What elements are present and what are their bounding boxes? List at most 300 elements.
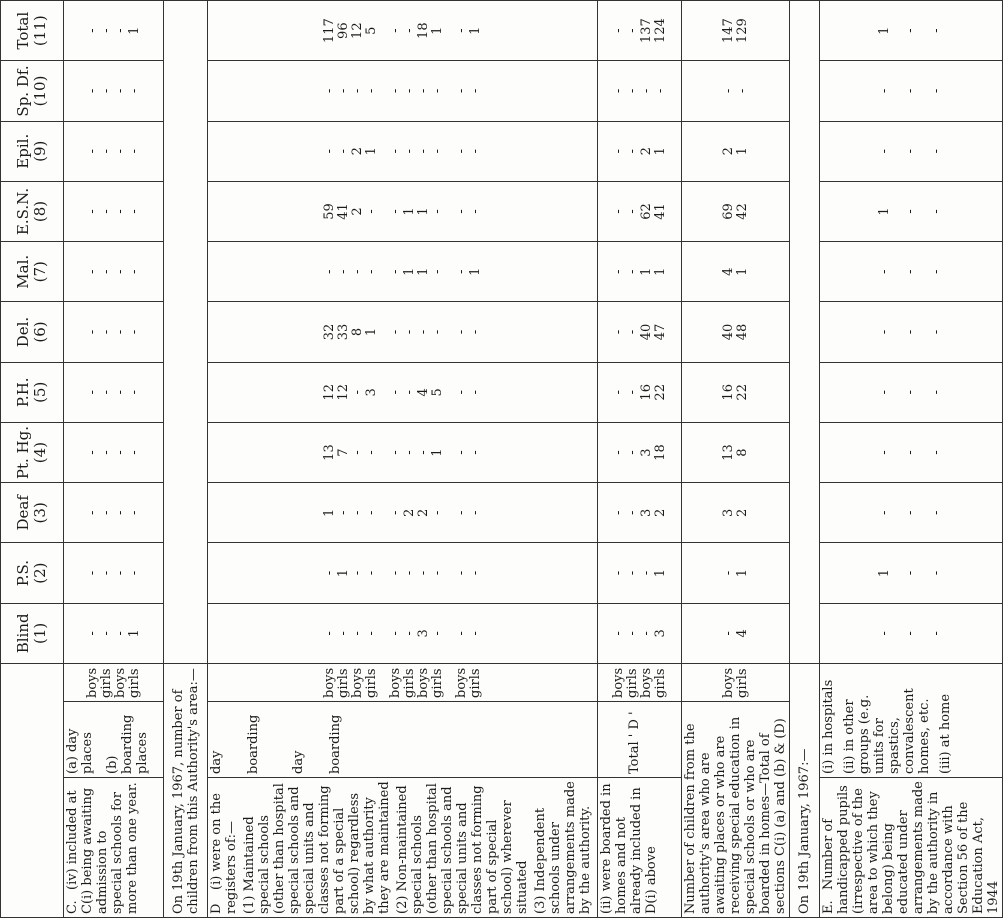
value-cell: -: [903, 209, 918, 214]
c-cell: [64, 302, 164, 362]
e-cell: [820, 242, 1003, 302]
n-cell: [682, 603, 790, 663]
value-cell: -: [349, 269, 365, 274]
value-cell: 59: [321, 203, 337, 220]
value-cell: -: [624, 209, 640, 214]
value-cell: -: [349, 510, 365, 516]
value-cell: -: [903, 631, 918, 636]
value-cell: 33: [335, 323, 351, 341]
value-cell: -: [335, 631, 351, 636]
value-cell: 13: [720, 444, 736, 461]
value-cell: -: [321, 570, 337, 576]
value-cell: -: [903, 329, 918, 335]
value-cell: -: [84, 269, 100, 274]
section-number-sexes: boys girls: [682, 663, 790, 701]
section-e-subs: (i) in hospitals (ii) in other groups (e.g. units for spastics, convalescent homes, etc. (iii) at home: [820, 663, 1003, 777]
value-cell: -: [98, 88, 114, 94]
value-cell: 1: [638, 267, 654, 276]
c-cell: [64, 603, 164, 663]
value-cell: 62: [638, 203, 654, 220]
value-cell: -: [387, 570, 403, 576]
value-cell: -: [467, 209, 483, 214]
value-cell: -: [112, 329, 128, 335]
value-cell: 2: [349, 147, 365, 156]
value-cell: 3: [415, 629, 431, 638]
e-cell: [820, 181, 1003, 241]
d-cell: [208, 242, 598, 302]
value-cell: -: [387, 450, 403, 455]
value-cell: -: [415, 149, 431, 154]
value-cell: -: [453, 570, 469, 576]
value-cell: -: [929, 28, 944, 33]
value-cell: 1: [734, 147, 750, 156]
section-number-row: [682, 1, 790, 918]
value-cell: 1: [734, 568, 750, 578]
value-cell: 1: [652, 147, 668, 156]
n-cell: [682, 181, 790, 241]
d2-cell: [598, 543, 682, 603]
value-cell: -: [401, 329, 417, 335]
value-cell: 16: [638, 384, 654, 401]
d-cell: [208, 603, 598, 663]
d2-cell: [598, 302, 682, 362]
value-cell: -: [624, 510, 640, 516]
value-cell: -: [126, 329, 142, 335]
value-cell: -: [720, 570, 736, 576]
d-cell: [208, 543, 598, 603]
value-cell: 2: [415, 508, 431, 517]
value-cell: 12: [349, 22, 365, 39]
value-cell: -: [335, 510, 351, 516]
d2-cell: [598, 1, 682, 61]
d2-cell: [598, 362, 682, 422]
section-d2-row: [598, 1, 682, 918]
d2-cell: [598, 483, 682, 543]
col-header-7: Mal. (7): [1, 242, 64, 302]
value-cell: -: [126, 149, 142, 154]
col-header-6: Del. (6): [1, 302, 64, 362]
header-row: [1, 1, 64, 918]
value-cell: -: [638, 88, 654, 94]
value-cell: -: [652, 88, 668, 94]
value-cell: -: [84, 28, 100, 33]
value-cell: -: [877, 631, 892, 636]
section-c-label: C.(iv) included at C(i) being awaiting admission to special schools for more than one year.: [64, 778, 164, 918]
d2-cell: [598, 121, 682, 181]
value-cell: -: [453, 149, 469, 154]
value-cell: -: [401, 450, 417, 455]
col-header-5: P.H. (5): [1, 362, 64, 422]
value-cell: -: [610, 570, 626, 576]
value-cell: -: [112, 209, 128, 214]
value-cell: -: [363, 510, 379, 516]
value-cell: -: [112, 390, 128, 395]
n-cell: [682, 61, 790, 121]
section-d2-sexes: boys girls boys girls: [598, 663, 682, 701]
value-cell: 3: [638, 508, 654, 517]
value-cell: 1: [321, 508, 337, 517]
value-cell: -: [126, 269, 142, 274]
section-d-intro-row: [164, 1, 208, 918]
e-cell: [820, 603, 1003, 663]
value-cell: -: [429, 510, 445, 516]
value-cell: 42: [734, 203, 750, 220]
value-cell: -: [453, 450, 469, 455]
value-cell: -: [84, 329, 100, 335]
value-cell: 4: [720, 267, 736, 276]
value-cell: -: [929, 209, 944, 214]
col-header-4: Pt. Hg. (4): [1, 422, 64, 482]
value-cell: 1: [401, 207, 417, 216]
c-cell: [64, 61, 164, 121]
value-cell: 117: [321, 18, 337, 44]
value-cell: 1: [429, 26, 445, 35]
value-cell: -: [98, 450, 114, 455]
value-cell: -: [387, 28, 403, 33]
value-cell: 1: [877, 26, 892, 35]
value-cell: -: [624, 450, 640, 455]
value-cell: 3: [720, 508, 736, 517]
value-cell: -: [638, 570, 654, 576]
d-cell: [208, 1, 598, 61]
value-cell: -: [877, 450, 892, 455]
value-cell: -: [84, 631, 100, 636]
value-cell: -: [453, 510, 469, 516]
n-cell: [682, 543, 790, 603]
value-cell: 1: [126, 26, 142, 35]
value-cell: 4: [734, 629, 750, 638]
n-cell: [682, 1, 790, 61]
value-cell: -: [401, 149, 417, 154]
section-d-subs: day boarding day boarding: [208, 702, 598, 778]
value-cell: -: [429, 570, 445, 576]
value-cell: 5: [429, 388, 445, 397]
value-cell: -: [929, 88, 944, 94]
col-header-11: Total (11): [1, 1, 64, 61]
value-cell: 41: [652, 203, 668, 220]
value-cell: -: [903, 149, 918, 154]
value-cell: -: [877, 390, 892, 395]
value-cell: -: [387, 390, 403, 395]
value-cell: -: [903, 390, 918, 395]
value-cell: -: [126, 88, 142, 94]
value-cell: -: [98, 209, 114, 214]
section-c-sexes: boys girls boys girls: [64, 663, 164, 701]
value-cell: -: [349, 88, 365, 94]
value-cell: -: [610, 390, 626, 395]
value-cell: -: [624, 269, 640, 274]
value-cell: -: [429, 209, 445, 214]
value-cell: -: [84, 390, 100, 395]
value-cell: -: [126, 450, 142, 455]
value-cell: -: [453, 269, 469, 274]
d2-cell: [598, 422, 682, 482]
value-cell: -: [335, 88, 351, 94]
c-cell: [64, 483, 164, 543]
value-cell: 1: [126, 629, 142, 638]
value-cell: 1: [652, 568, 668, 578]
n-cell: [682, 422, 790, 482]
value-cell: 1: [335, 568, 351, 578]
value-cell: 1: [401, 267, 417, 276]
value-cell: -: [467, 149, 483, 154]
value-cell: 2: [734, 508, 750, 517]
section-d2-label: (ii) were boarded in homes and not already included in D(i) above: [598, 778, 682, 918]
value-cell: -: [112, 631, 128, 636]
c-cell: [64, 362, 164, 422]
n-cell: [682, 242, 790, 302]
value-cell: -: [349, 631, 365, 636]
value-cell: 137: [638, 18, 654, 44]
value-cell: -: [467, 450, 483, 455]
value-cell: 1: [877, 568, 892, 578]
value-cell: -: [415, 88, 431, 94]
value-cell: -: [877, 149, 892, 154]
n-cell: [682, 302, 790, 362]
value-cell: -: [387, 88, 403, 94]
value-cell: -: [112, 570, 128, 576]
value-cell: -: [638, 631, 654, 636]
value-cell: -: [624, 390, 640, 395]
n-cell: [682, 362, 790, 422]
col-header-1: Blind (1): [1, 603, 64, 663]
value-cell: -: [112, 149, 128, 154]
value-cell: -: [929, 631, 944, 636]
value-cell: -: [387, 269, 403, 274]
value-cell: -: [453, 329, 469, 335]
d-cell: [208, 181, 598, 241]
value-cell: 1: [467, 267, 483, 276]
value-cell: -: [126, 570, 142, 576]
value-cell: -: [415, 329, 431, 335]
value-cell: 22: [652, 384, 668, 401]
c-cell: [64, 181, 164, 241]
e-cell: [820, 483, 1003, 543]
value-cell: -: [387, 329, 403, 335]
value-cell: -: [929, 269, 944, 274]
n-cell: [682, 483, 790, 543]
value-cell: -: [84, 510, 100, 516]
value-cell: -: [401, 28, 417, 33]
value-cell: 12: [335, 384, 351, 401]
value-cell: -: [453, 631, 469, 636]
section-c-row: [64, 1, 164, 918]
value-cell: -: [321, 149, 337, 154]
d2-cell: [598, 181, 682, 241]
value-cell: 40: [720, 323, 736, 341]
value-cell: -: [720, 631, 736, 636]
section-e-date-row: [790, 1, 820, 918]
e-cell: [820, 543, 1003, 603]
value-cell: 13: [321, 444, 337, 461]
section-d-label: D(i) were on the registers of:— (1) Maintained special schools (other than hospital special schools and special units and classes not forming part of a special school) regardless by what authority they are maintained (2) Non-maintained special schools (other than hospital special schools and special units and classes not forming part of special school) wherever situated (3) Independent schools under arrangements made by the authority.: [208, 778, 598, 918]
value-cell: -: [98, 570, 114, 576]
value-cell: 2: [638, 147, 654, 156]
value-cell: 4: [415, 388, 431, 397]
value-cell: -: [624, 570, 640, 576]
value-cell: -: [903, 510, 918, 516]
value-cell: -: [877, 88, 892, 94]
value-cell: -: [387, 631, 403, 636]
value-cell: 1: [415, 207, 431, 216]
d-cell: [208, 422, 598, 482]
value-cell: -: [84, 570, 100, 576]
section-d2-total: Total ' D ': [598, 702, 682, 778]
value-cell: -: [429, 329, 445, 335]
value-cell: 1: [734, 267, 750, 276]
e-cell: [820, 362, 1003, 422]
section-d-row: [208, 1, 598, 918]
col-header-9: Epil. (9): [1, 121, 64, 181]
value-cell: 3: [638, 448, 654, 457]
d2-cell: [598, 242, 682, 302]
value-cell: -: [401, 631, 417, 636]
value-cell: -: [84, 450, 100, 455]
value-cell: -: [453, 390, 469, 395]
value-cell: -: [929, 570, 944, 576]
value-cell: 124: [652, 18, 668, 44]
section-d-sexes: boys girls boys girls boys girls boys girls boys girls: [208, 663, 598, 701]
e-cell: [820, 61, 1003, 121]
c-cell: [64, 242, 164, 302]
value-cell: -: [126, 390, 142, 395]
value-cell: 22: [734, 384, 750, 401]
e-cell: [820, 121, 1003, 181]
section-d-intro: On 19th January, 1967, number of children from this Authority's area:—: [164, 663, 208, 917]
e-cell: [820, 422, 1003, 482]
value-cell: -: [335, 149, 351, 154]
value-cell: -: [335, 269, 351, 274]
value-cell: -: [903, 570, 918, 576]
value-cell: 2: [349, 207, 365, 216]
value-cell: 5: [363, 26, 379, 35]
value-cell: -: [903, 88, 918, 94]
value-cell: -: [363, 88, 379, 94]
section-d-intro-blank: [164, 1, 208, 664]
value-cell: -: [321, 269, 337, 274]
value-cell: -: [929, 329, 944, 335]
value-cell: 40: [638, 323, 654, 341]
value-cell: -: [929, 450, 944, 455]
value-cell: 41: [335, 203, 351, 220]
value-cell: 2: [401, 508, 417, 517]
value-cell: -: [903, 269, 918, 274]
value-cell: -: [467, 570, 483, 576]
value-cell: -: [98, 149, 114, 154]
value-cell: -: [363, 209, 379, 214]
section-e-date: On 19th January, 1967:—: [790, 663, 820, 917]
d-cell: [208, 483, 598, 543]
value-cell: -: [429, 631, 445, 636]
value-cell: -: [467, 631, 483, 636]
c-cell: [64, 121, 164, 181]
section-number-label: Number of children from the authority's area who are awaiting places or who are receiving special education in special schools or who are boarded in homes—Total of sections C(i) (a) and (b) & (D): [682, 702, 790, 918]
section-c-subs: (a) day places (b) boarding places: [64, 702, 164, 778]
value-cell: -: [401, 88, 417, 94]
d-cell: [208, 302, 598, 362]
value-cell: 2: [652, 508, 668, 517]
value-cell: 1: [429, 448, 445, 457]
value-cell: -: [112, 269, 128, 274]
value-cell: -: [363, 450, 379, 455]
e-cell: [820, 1, 1003, 61]
header-blank: [1, 663, 64, 917]
col-header-3: Deaf (3): [1, 483, 64, 543]
value-cell: -: [349, 390, 365, 395]
value-cell: 12: [321, 384, 337, 401]
value-cell: -: [610, 510, 626, 516]
value-cell: -: [126, 209, 142, 214]
value-cell: -: [610, 209, 626, 214]
value-cell: -: [98, 269, 114, 274]
value-cell: -: [112, 450, 128, 455]
value-cell: 3: [652, 629, 668, 638]
value-cell: -: [98, 28, 114, 33]
value-cell: -: [877, 510, 892, 516]
value-cell: -: [387, 209, 403, 214]
value-cell: -: [363, 570, 379, 576]
value-cell: -: [624, 149, 640, 154]
value-cell: -: [387, 510, 403, 516]
value-cell: -: [401, 570, 417, 576]
value-cell: -: [429, 149, 445, 154]
section-e-date-blank: [790, 1, 820, 664]
value-cell: -: [126, 510, 142, 516]
value-cell: -: [321, 88, 337, 94]
value-cell: 7: [335, 448, 351, 457]
value-cell: -: [877, 269, 892, 274]
value-cell: -: [877, 329, 892, 335]
value-cell: -: [624, 88, 640, 94]
value-cell: 1: [652, 267, 668, 276]
c-cell: [64, 1, 164, 61]
value-cell: -: [387, 149, 403, 154]
value-cell: -: [363, 269, 379, 274]
col-header-8: E.S.N. (8): [1, 181, 64, 241]
value-cell: -: [112, 28, 128, 33]
col-header-2: P.S. (2): [1, 543, 64, 603]
value-cell: -: [610, 450, 626, 455]
value-cell: 8: [349, 327, 365, 337]
value-cell: -: [429, 269, 445, 274]
value-cell: 18: [415, 22, 431, 39]
col-header-10: Sp. Df. (10): [1, 61, 64, 121]
value-cell: -: [929, 510, 944, 516]
value-cell: -: [415, 450, 431, 455]
value-cell: -: [610, 28, 626, 33]
value-cell: -: [84, 149, 100, 154]
d2-cell: [598, 61, 682, 121]
c-cell: [64, 543, 164, 603]
value-cell: 3: [363, 388, 379, 397]
value-cell: -: [84, 88, 100, 94]
d2-cell: [598, 603, 682, 663]
value-cell: 1: [467, 26, 483, 35]
value-cell: -: [624, 28, 640, 33]
value-cell: -: [903, 450, 918, 455]
value-cell: -: [929, 390, 944, 395]
value-cell: 129: [734, 18, 750, 44]
value-cell: 48: [734, 323, 750, 341]
value-cell: -: [610, 329, 626, 335]
value-cell: 8: [734, 448, 750, 457]
value-cell: -: [453, 88, 469, 94]
value-cell: 1: [877, 207, 892, 216]
value-cell: -: [321, 631, 337, 636]
d-cell: [208, 121, 598, 181]
value-cell: 16: [720, 384, 736, 401]
value-cell: 47: [652, 323, 668, 341]
